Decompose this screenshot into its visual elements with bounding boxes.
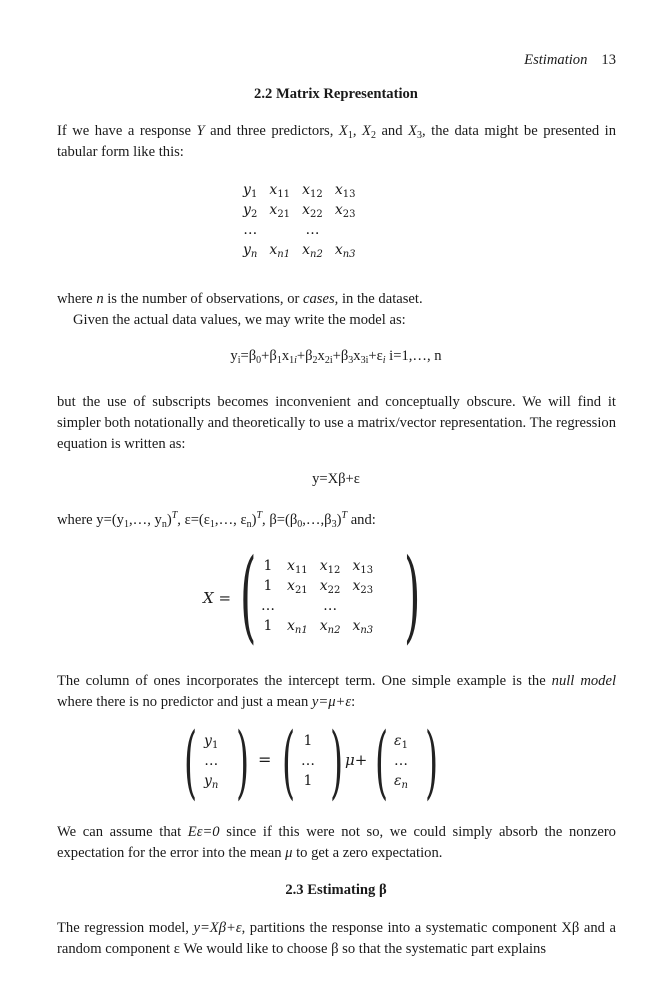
- left-paren: (: [375, 715, 389, 808]
- vector-epsilon-cell: $\varepsilon_1$: [394, 733, 408, 751]
- vector-ones-row: [295, 771, 321, 791]
- data-table-cell: $x_{13}$: [334, 182, 356, 200]
- matrix-x-cell: $x_{22}$: [319, 578, 341, 596]
- matrix-x-cell: $x_{n2}$: [319, 618, 341, 636]
- data-table-cell: $x_{21}$: [269, 202, 291, 220]
- matrix-x-cell: $x_{12}$: [319, 558, 341, 576]
- section-heading-2-3: 2.3 Estimating β: [285, 882, 387, 898]
- data-table-cell: $x_{11}$: [269, 182, 291, 200]
- vector-y-row: [198, 751, 224, 771]
- right-paren: ): [425, 715, 439, 808]
- matrix-x-cell: $x_{23}$: [352, 578, 374, 596]
- paragraph-null-model: The column of ones incorporates the intercept term. One simple example is the null model where there is no predictor and just a mean y=μ+ε:: [57, 673, 616, 710]
- matrix-x-cell: 1: [263, 578, 273, 594]
- data-table-cell: $x_{n2}$: [302, 242, 323, 260]
- matrix-x-cell: $x_{n1}$: [287, 618, 308, 636]
- matrix-x-row: [255, 616, 379, 636]
- paragraph-intro: If we have a response Y and three predictors, $X_1$, $X_2$ and $X_3$, the data might be presented in tabular form like this:: [57, 123, 617, 160]
- paragraph-subscripts: but the use of subscripts becomes inconvenient and conceptually obscure. We will find it simpler both notationally and theoretically to use a matrix/vector representation. The regression equation is written as:: [57, 394, 616, 452]
- matrix-x-cell: [346, 596, 379, 616]
- right-paren: ): [236, 715, 250, 808]
- running-header: [524, 52, 616, 69]
- vector-ones: [295, 731, 321, 791]
- paragraph-vector-defs: where $y=(y_1,\dots$, $y_n)^T$, $\varepsilon=(\varepsilon_1,\dots$, $\varepsilon_n)^T$, $\beta=(\beta_0,\dots,\beta_3)^T$ and:: [57, 510, 376, 530]
- data-table-cell: [263, 220, 296, 240]
- data-table-row: [237, 200, 362, 220]
- left-paren: (: [184, 715, 198, 808]
- equals-sign: =: [258, 750, 272, 769]
- equation-model-scalar: $y_i=\beta_0+\beta_1x_{1i}+\beta_2x_{2i}+\beta_3x_{3i}+\varepsilon_i$ i=1,…, n: [230, 348, 442, 366]
- paragraph-regression: The regression model, y=Xβ+ε, partitions the response into a systematic component Xβ and a random component ε We would like to choose β so that the systematic part explains: [57, 920, 616, 957]
- data-table-cell: $y_1$: [243, 182, 258, 200]
- data-table-cell: $x_{22}$: [302, 202, 323, 220]
- matrix-x-cell: …: [323, 598, 338, 614]
- paragraph-given: Given the actual data values, we may write the model as:: [73, 312, 406, 328]
- vector-epsilon-row: [388, 731, 414, 751]
- vector-ones-cell: 1: [303, 773, 313, 789]
- matrix-x-cell: …: [261, 598, 275, 614]
- matrix-x-cell: $x_{n3}$: [352, 618, 374, 636]
- vector-epsilon-cell: $\varepsilon_n$: [394, 773, 408, 791]
- right-paren: ): [404, 537, 421, 654]
- data-table-cell: $y_2$: [243, 202, 258, 220]
- vector-epsilon: [388, 731, 414, 791]
- data-table-row: [237, 180, 362, 200]
- vector-ones-cell: …: [301, 753, 315, 769]
- matrix-x-label: X =: [203, 589, 232, 607]
- section-heading-2-2: 2.2 Matrix Representation: [254, 86, 418, 102]
- data-table-cell: $x_{23}$: [334, 202, 356, 220]
- vector-ones-cell: 1: [303, 733, 313, 749]
- vector-y-row: [198, 771, 224, 791]
- data-table-cell: …: [305, 222, 320, 238]
- matrix-x-row: [255, 576, 379, 596]
- data-table-cell: [329, 220, 362, 240]
- matrix-x-cell: $x_{21}$: [287, 578, 308, 596]
- matrix-x-cell: [281, 596, 314, 616]
- matrix-x-cell: 1: [263, 618, 273, 634]
- matrix-x-cell: $x_{13}$: [352, 558, 374, 576]
- data-table-cell: $x_{n3}$: [334, 242, 356, 260]
- header-section: Estimation: [524, 52, 588, 68]
- matrix-x-cell: 1: [263, 558, 273, 574]
- mu-plus: μ+: [345, 751, 368, 769]
- page-number: 13: [601, 52, 616, 68]
- data-table-cell: $y_n$: [243, 242, 258, 260]
- matrix-x-row: [255, 596, 379, 616]
- data-table-row: [237, 240, 362, 260]
- data-table-cell: $x_{n1}$: [269, 242, 291, 260]
- vector-ones-row: [295, 731, 321, 751]
- left-paren: (: [282, 715, 296, 808]
- data-table: [237, 180, 362, 260]
- data-table-row: [237, 220, 362, 240]
- vector-epsilon-row: [388, 771, 414, 791]
- right-paren: ): [330, 715, 344, 808]
- vector-y-row: [198, 731, 224, 751]
- paragraph-cases: where n is the number of observations, or cases, in the dataset.: [57, 291, 423, 307]
- vector-y: [198, 731, 224, 791]
- left-paren: (: [240, 537, 257, 654]
- matrix-x: [255, 556, 379, 636]
- vector-epsilon-row: [388, 751, 414, 771]
- vector-y-cell: $y_n$: [204, 773, 219, 791]
- vector-ones-row: [295, 751, 321, 771]
- paragraph-expectation: We can assume that Eε=0 since if this were not so, we could simply absorb the nonzero expectation for the error into the mean μ to get a zero expectation.: [57, 824, 616, 861]
- matrix-x-cell: $x_{11}$: [287, 558, 308, 576]
- matrix-x-row: [255, 556, 379, 576]
- vector-y-cell: …: [204, 753, 219, 769]
- vector-y-cell: $y_1$: [204, 733, 219, 751]
- data-table-cell: …: [243, 222, 258, 238]
- equation-matrix-model: y=Xβ+ε: [312, 471, 360, 487]
- vector-epsilon-cell: …: [394, 753, 408, 769]
- data-table-cell: $x_{12}$: [302, 182, 323, 200]
